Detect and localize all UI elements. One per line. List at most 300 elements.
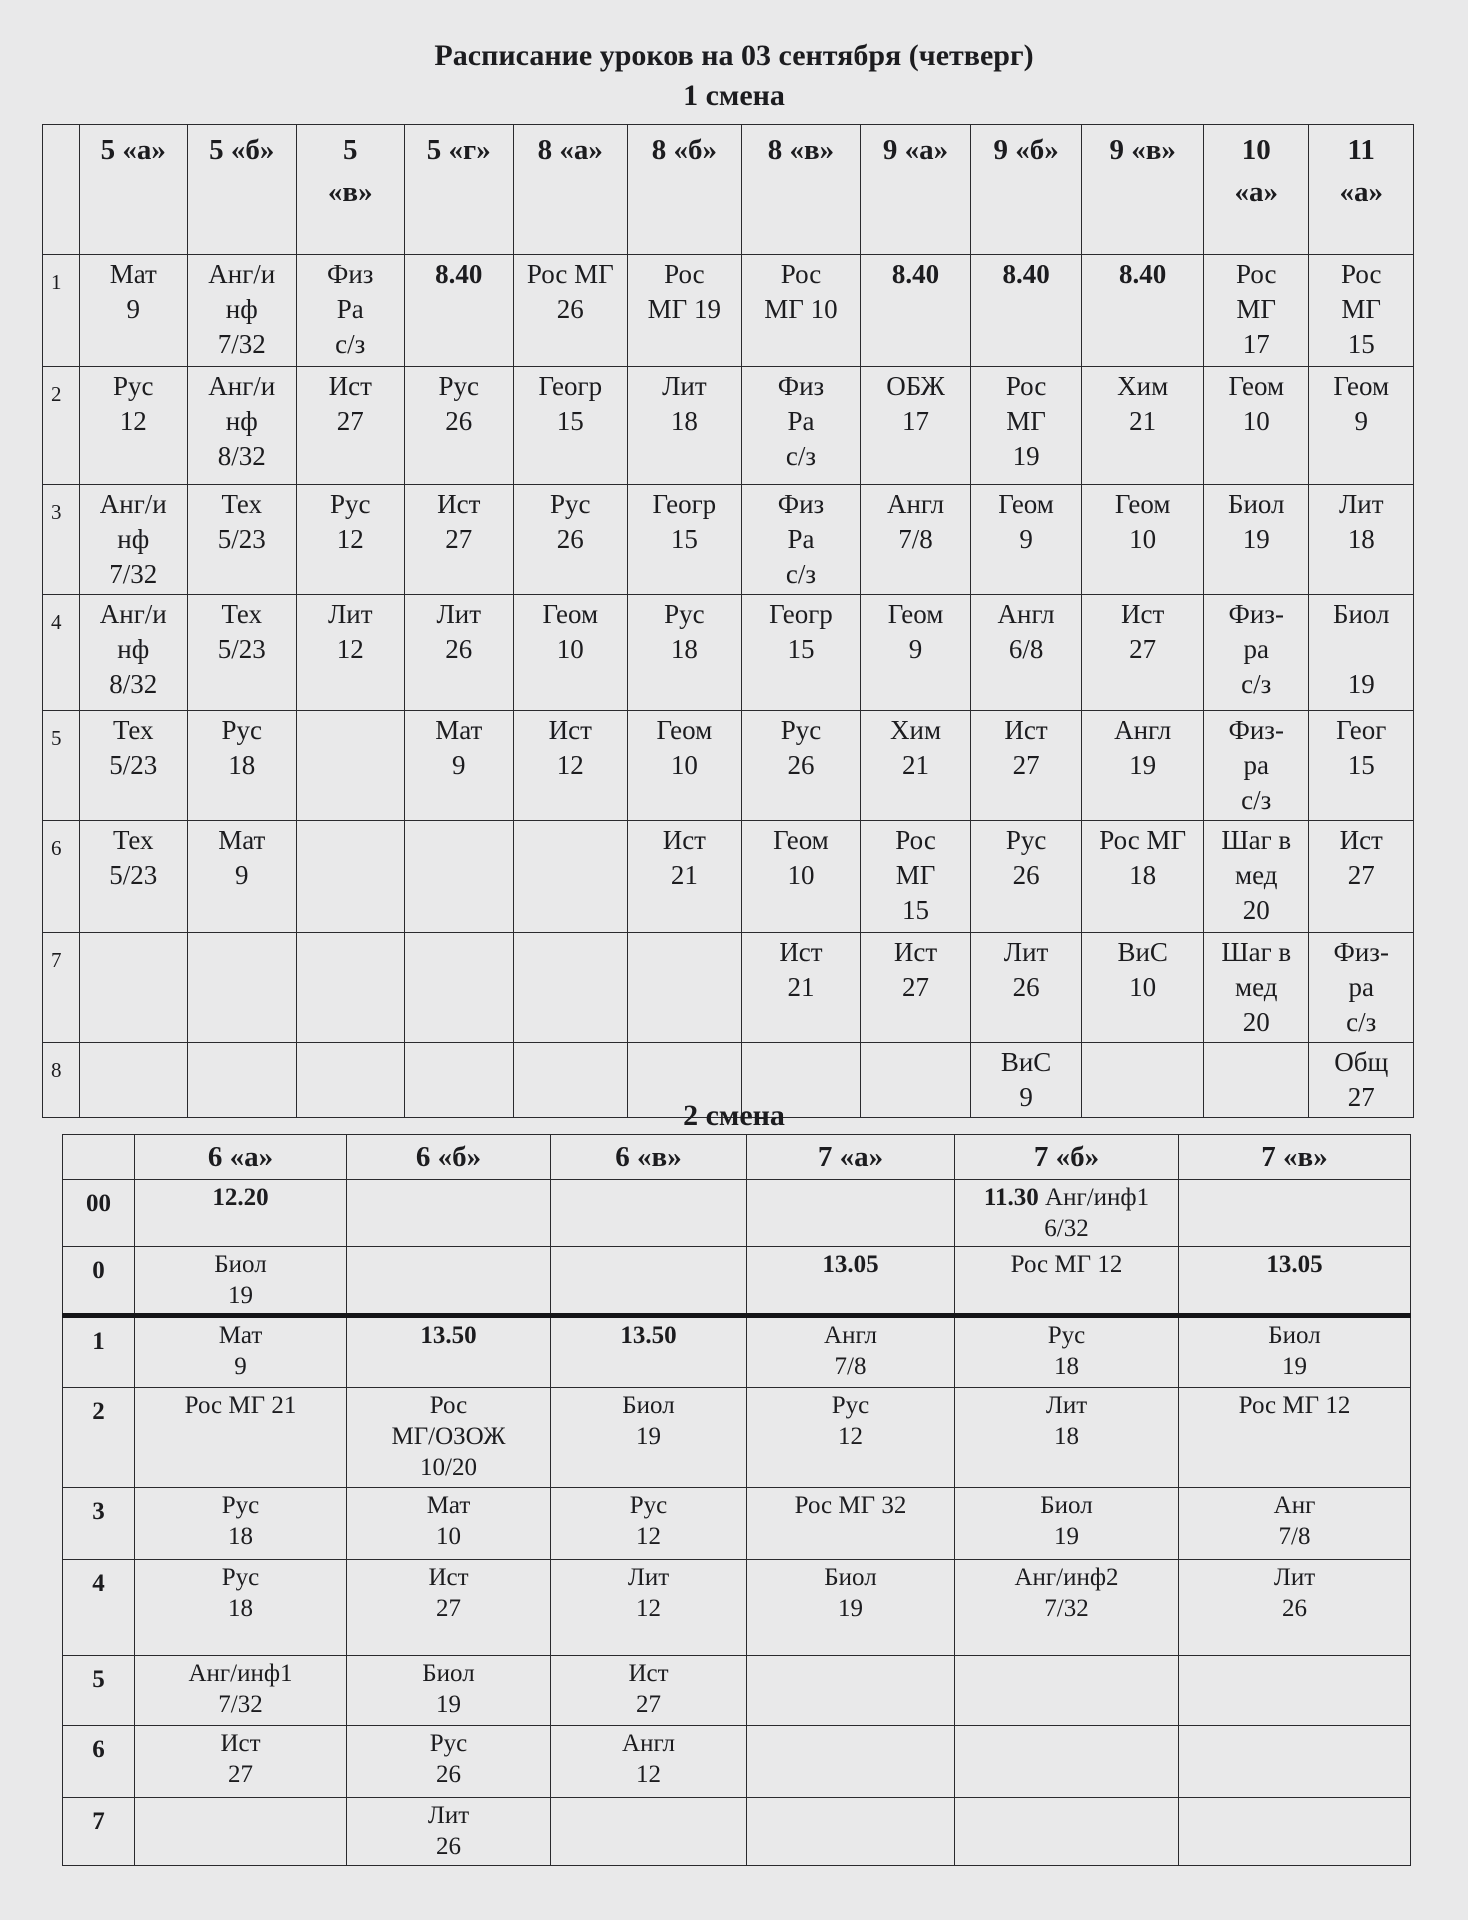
lesson-cell [79,367,188,485]
cell-line: Физ- [1228,715,1284,745]
cell-line: Геогр [538,371,603,401]
cell-line: Лит [436,599,482,629]
cell-line: МГ [1006,406,1046,436]
lesson-row [63,1388,1411,1488]
cell-line: 7/8 [834,1353,867,1380]
cell-line [190,1045,294,1080]
lesson-cell [296,485,405,595]
cell-line: ра [1243,634,1269,664]
cell-line [957,1728,1176,1759]
header-corner [43,125,80,255]
cell-line [630,1045,739,1080]
class-header: 7 «в» [1179,1135,1411,1180]
lesson-cell [955,1560,1179,1656]
cell-line: Лит [427,1802,470,1829]
lesson-cell [741,367,861,485]
lesson-cell [628,821,742,933]
cell-line: Рос [1005,371,1047,401]
lesson-cell [1179,1388,1411,1488]
cell-line [407,935,511,970]
cell-line: с/з [785,559,817,589]
cell-line: 12 [119,406,147,436]
cell-line: с/з [785,441,817,471]
cell-line [553,1182,744,1213]
cell-line: 27 [1012,750,1040,780]
lesson-number: 2 [43,367,80,485]
cell-line: 9 [452,750,466,780]
lesson-cell [628,485,742,595]
lesson-cell [955,1388,1179,1488]
cell-line: Рус [429,1730,468,1757]
lesson-cell [955,1180,1179,1247]
cell-line: Тех [112,825,154,855]
lesson-cell [135,1560,347,1656]
cell-line: 18 [1347,524,1375,554]
cell-line: 26 [1012,972,1040,1002]
lesson-number: 5 [43,711,80,821]
cell-line [407,823,511,858]
lesson-cell [861,255,971,367]
lesson-cell [296,933,405,1043]
lesson-row [63,1656,1411,1726]
cell-line [299,935,403,970]
lesson-cell [551,1798,747,1866]
cell-line: 27 [436,1595,461,1622]
lesson-number: 4 [43,595,80,711]
lesson-row [43,367,1414,485]
cell-line [349,1249,548,1280]
class-header: 5 «в» [296,125,405,255]
cell-line: Ист [428,1564,469,1591]
lesson-row [43,711,1414,821]
cell-line: Рос [664,259,705,289]
cell-line: 15 [670,524,698,554]
cell-line: Мат [109,259,157,289]
lesson-cell [1082,255,1204,367]
lesson-cell [1082,595,1204,711]
cell-line: Физ [777,371,825,401]
class-header: 9 «б» [970,125,1082,255]
cell-line [1311,632,1411,667]
cell-line: 7/32 [218,1691,263,1718]
lesson-cell [513,711,628,821]
lesson-cell [405,711,514,821]
cell-line: 7/8 [1278,1523,1311,1550]
lesson-cell [135,1798,347,1866]
cell-line: 19 [1129,750,1157,780]
cell-line: 8.40 [891,259,940,289]
lesson-cell [1204,821,1309,933]
class-header: 8 «а» [513,125,628,255]
cell-line [630,935,739,970]
class-header: 6 «б» [347,1135,551,1180]
cell-line: Ист [628,1660,669,1687]
lesson-cell [1309,595,1414,711]
cell-line: 15 [556,406,584,436]
lesson-cell [747,1488,955,1560]
cell-line: 5/23 [217,634,266,664]
cell-line: с/з [1241,669,1272,699]
cell-line: Анг/и [99,599,167,629]
cell-line: 9 [234,1353,247,1380]
lesson-cell [955,1798,1179,1866]
cell-line: Тех [112,715,154,745]
cell-line: 12 [838,1423,863,1450]
cell-line: Рос [429,1392,468,1419]
cell-line: 27 [445,524,473,554]
cell-line: Рос МГ 21 [184,1392,297,1419]
cell-line: Англ [1114,715,1172,745]
cell-line: Рос [1340,259,1382,289]
lesson-cell [513,933,628,1043]
cell-line: Геог [1336,715,1387,745]
lesson-cell [1082,485,1204,595]
cell-line: Рус [831,1392,870,1419]
class-header: 6 «в» [551,1135,747,1180]
cell-line: 7/32 [109,559,158,589]
shift2-label: 2 смена [683,1099,785,1132]
cell-line: 19 [1347,669,1375,699]
cell-line: 27 [902,972,930,1002]
lesson-cell [135,1247,347,1316]
cell-line: 9 [908,634,923,664]
lesson-cell [296,821,405,933]
cell-line [863,1045,968,1080]
lesson-cell [1179,1180,1411,1247]
cell-line: Хим [890,715,942,745]
cell-line [1181,1728,1408,1759]
cell-line: 26 [436,1761,461,1788]
cell-line: 17 [1242,329,1270,359]
lesson-cell [1204,485,1309,595]
lesson-cell [970,367,1082,485]
lesson-cell [405,933,514,1043]
cell-line: Ист [893,937,938,967]
cell-line: 27 [1129,634,1157,664]
cell-line: 21 [1129,406,1157,436]
cell-line: 20 [1242,895,1270,925]
cell-line: Англ [997,599,1055,629]
class-header: 7 «б» [955,1135,1179,1180]
shift2-table [62,1134,1411,1866]
lesson-cell [861,933,971,1043]
shift1-label: 1 смена [683,79,785,112]
cell-line: 10 [670,750,698,780]
cell-line [1181,1800,1408,1831]
lesson-cell [747,1316,955,1388]
cell-line: 26 [1012,860,1040,890]
lesson-cell [296,255,405,367]
lesson-cell [955,1488,1179,1560]
class-header: 5 «г» [405,125,514,255]
cell-line: 12 [636,1523,661,1550]
lesson-cell [747,1247,955,1316]
lesson-cell [296,711,405,821]
cell-line: Рус [221,1564,260,1591]
cell-line: Мат [435,715,483,745]
cell-line: 19 [1282,1353,1307,1380]
cell-line: нф [225,294,258,324]
lesson-cell [405,821,514,933]
lesson-cell [551,1388,747,1488]
lesson-cell [970,711,1082,821]
lesson-cell [970,595,1082,711]
cell-line: Рус [330,489,371,519]
lesson-cell [1082,367,1204,485]
cell-line [299,713,403,748]
cell-line: Шаг в [1221,825,1292,855]
lesson-cell [551,1560,747,1656]
lesson-cell [347,1488,551,1560]
cell-line [137,1800,344,1831]
lesson-cell [296,595,405,711]
lesson-cell [970,255,1082,367]
cell-line: 21 [787,972,815,1002]
cell-line [516,1045,626,1080]
cell-line: Англ [886,489,945,519]
cell-line: Лит [327,599,373,629]
lesson-cell [1204,367,1309,485]
cell-line: Геом [1114,489,1171,519]
lesson-cell [955,1247,1179,1316]
lesson-number: 5 [63,1656,135,1726]
lesson-cell [747,1726,955,1798]
cell-line: с/з [1346,1007,1377,1037]
lesson-cell [747,1388,955,1488]
cell-line: 6/32 [1044,1215,1089,1242]
cell-line: 19 [1242,524,1270,554]
cell-line: 7/32 [1044,1595,1089,1622]
lesson-cell [347,1560,551,1656]
cell-line: МГ 19 [647,294,722,324]
cell-line: 18 [670,634,698,664]
cell-line: Физ [327,259,374,289]
cell-line: 7/32 [217,329,266,359]
cell-line [407,1045,511,1080]
cell-line [82,935,186,970]
lesson-cell [861,711,971,821]
cell-line: Ист [662,825,706,855]
cell-line: Рус [1005,825,1047,855]
cell-line: Рос МГ [526,259,614,289]
class-header: 6 «а» [135,1135,347,1180]
lesson-cell [347,1180,551,1247]
cell-line [749,1800,952,1831]
cell-line: Анг [1273,1492,1316,1519]
cell-line: 12 [336,634,364,664]
class-header: 10 «а» [1204,125,1309,255]
cell-line [299,823,403,858]
lesson-cell [741,933,861,1043]
cell-line: 26 [445,406,473,436]
lesson-cell [188,933,297,1043]
cell-line: Тех [221,489,263,519]
class-header: 7 «а» [747,1135,955,1180]
lesson-cell [747,1656,955,1726]
lesson-cell [347,1247,551,1316]
cell-line: Геом [542,599,599,629]
lesson-number: 00 [63,1180,135,1247]
lesson-cell [135,1488,347,1560]
cell-line: 8.40 [1002,259,1050,289]
cell-line: Геогр [769,599,833,629]
lesson-row [43,595,1414,711]
cell-line: 18 [228,750,256,780]
lesson-cell [741,821,861,933]
cell-line: 19 [436,1691,461,1718]
lesson-cell [79,255,188,367]
lesson-cell [861,485,971,595]
cell-line [1181,1658,1408,1689]
lesson-row [43,255,1414,367]
cell-line: 27 [336,406,364,436]
cell-line: нф [117,524,150,554]
cell-line: Биол [1268,1322,1321,1349]
cell-line: МГ [1236,294,1277,324]
lesson-row [63,1488,1411,1560]
lesson-cell [1204,933,1309,1043]
lesson-cell [955,1726,1179,1798]
lesson-cell [1179,1798,1411,1866]
lesson-row [43,821,1414,933]
lesson-cell [1309,711,1414,821]
cell-line: мед [1235,860,1278,890]
cell-line: 8.40 [435,259,483,289]
cell-line: 26 [556,294,584,324]
cell-line: Общ [1334,1047,1389,1077]
lesson-cell [955,1656,1179,1726]
cell-line [749,1728,952,1759]
lesson-cell [135,1180,347,1247]
cell-line: 20 [1242,1007,1270,1037]
cell-line: Шаг в [1221,937,1292,967]
lesson-cell [970,821,1082,933]
cell-line: 12 [336,524,364,554]
cell-line: Рус [1047,1322,1086,1349]
cell-line [349,1182,548,1213]
lesson-cell [551,1247,747,1316]
cell-line: Мат [218,825,266,855]
lesson-row [63,1798,1411,1866]
cell-line [299,1045,403,1080]
cell-line: 26 [1282,1595,1307,1622]
cell-line: 9 [1354,406,1368,436]
cell-line: 27 [636,1691,661,1718]
cell-line: ра [1243,750,1269,780]
cell-line: Лит [662,371,707,401]
cell-line: Геом [998,489,1054,519]
lesson-cell [513,485,628,595]
cell-line: 9 [126,294,140,324]
cell-line: 19 [838,1595,863,1622]
cell-line: ра [1348,972,1374,1002]
lesson-cell [741,595,861,711]
cell-line: 27 [228,1761,253,1788]
cell-line: Лит [1273,1564,1316,1591]
class-header: 8 «в» [741,125,861,255]
lesson-number: 1 [43,255,80,367]
lesson-cell [188,367,297,485]
cell-line: 7/8 [898,524,933,554]
cell-line: Рус [438,371,479,401]
lesson-cell [1179,1560,1411,1656]
page-title: Расписание уроков на 03 сентября (четверг) [434,39,1034,72]
lesson-cell [347,1726,551,1798]
lesson-cell [188,595,297,711]
cell-line: Физ- [1333,937,1389,967]
lesson-cell [347,1656,551,1726]
cell-line [190,935,294,970]
cell-line: 27 [1347,1082,1375,1112]
cell-line [749,1658,952,1689]
cell-line: Рус [221,715,262,745]
lesson-cell [970,485,1082,595]
lesson-cell [1179,1726,1411,1798]
header-corner [63,1135,135,1180]
cell-line: 8.40 [1119,259,1167,289]
cell-line: Биол [824,1564,877,1591]
cell-line: 27 [1347,860,1375,890]
cell-line: 19 [1054,1523,1079,1550]
cell-line: 18 [670,406,698,436]
lesson-cell [551,1316,747,1388]
lesson-row [43,485,1414,595]
cell-line: Ист [220,1730,261,1757]
cell-line: 17 [902,406,930,436]
cell-line: 10 [787,860,815,890]
lesson-cell [628,711,742,821]
cell-line: 15 [902,895,930,925]
lesson-number: 6 [43,821,80,933]
cell-line: Биол [1227,489,1285,519]
cell-line [1181,1182,1408,1213]
lesson-cell [551,1180,747,1247]
lesson-cell [188,255,297,367]
cell-line: 12 [556,750,584,780]
cell-line: ВиС [1000,1047,1052,1077]
shift1-table [42,124,1414,1118]
cell-line [1084,1045,1201,1080]
lesson-cell [1179,1656,1411,1726]
cell-line: МГ [1341,294,1382,324]
lesson-cell [741,485,861,595]
cell-line: 12.20 [212,1184,269,1211]
cell-line: 13.05 [822,1251,879,1278]
lesson-cell [1204,255,1309,367]
cell-line: 18 [228,1595,253,1622]
cell-line: Рус [221,1492,260,1519]
cell-line: с/з [1241,785,1272,815]
lesson-cell [1179,1316,1411,1388]
lesson-cell [551,1726,747,1798]
cell-line: Ист [1004,715,1048,745]
cell-line: 10 [1242,406,1270,436]
cell-line: Лит [1045,1392,1088,1419]
lesson-cell [741,711,861,821]
cell-line: 18 [1129,860,1157,890]
lesson-cell [1309,485,1414,595]
class-header: 9 «а» [861,125,971,255]
lesson-number: 7 [43,933,80,1043]
cell-line: Рус [629,1492,668,1519]
lesson-cell [747,1798,955,1866]
cell-line: 26 [556,524,584,554]
lesson-number: 7 [63,1798,135,1866]
cell-line: 13.50 [620,1322,677,1349]
lesson-cell [1204,595,1309,711]
cell-line: Геогр [652,489,717,519]
lesson-cell [628,933,742,1043]
